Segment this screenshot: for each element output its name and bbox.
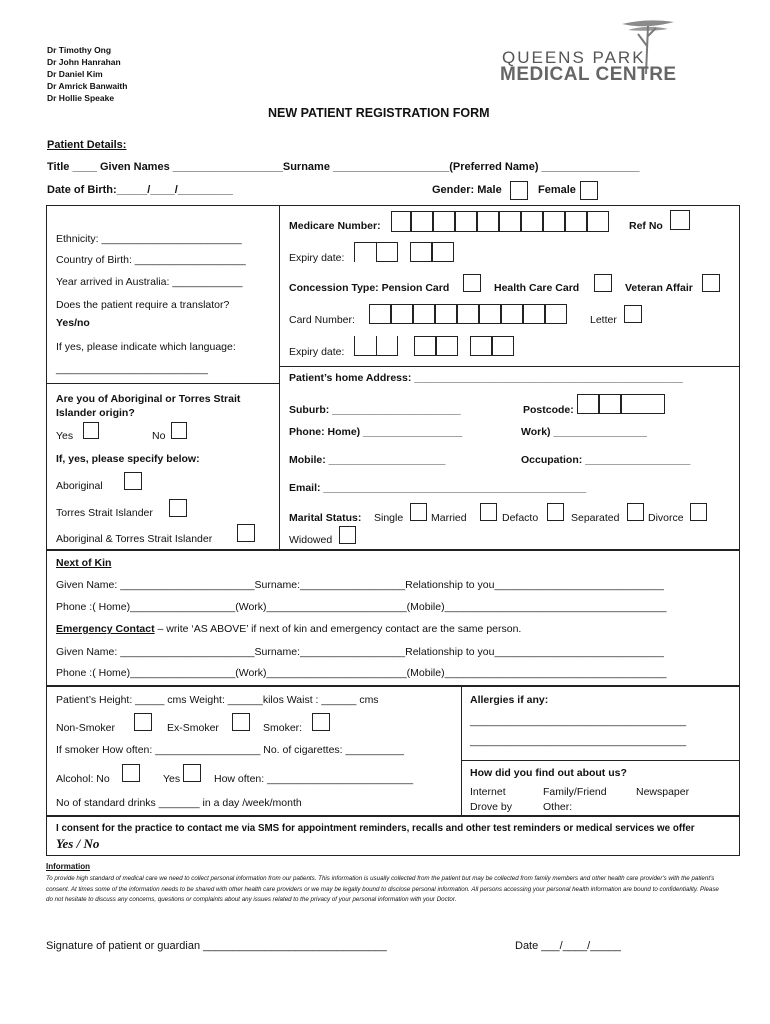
alcohol-yes-checkbox[interactable] bbox=[183, 764, 201, 782]
translator-question: Does the patient require a translator? bbox=[56, 299, 230, 311]
single-checkbox[interactable] bbox=[410, 503, 427, 521]
alcohol-no-label: Alcohol: No bbox=[56, 773, 110, 785]
doctor-name: Dr Daniel Kim bbox=[47, 69, 103, 79]
non-smoker-checkbox[interactable] bbox=[134, 713, 152, 731]
consent-text: I consent for the practice to contact me via SMS for appointment reminders, recalls and other test reminders or medical services we offer bbox=[56, 823, 695, 834]
information-heading: Information bbox=[46, 862, 90, 871]
ethnicity-field[interactable]: Ethnicity: ________________________ bbox=[56, 233, 242, 245]
nok-given-row[interactable]: Given Name: _______________________Surname:__________________Relationship to you_____________________________ bbox=[56, 579, 664, 591]
allergy-divider bbox=[461, 760, 740, 761]
doctor-name: Dr Timothy Ong bbox=[47, 45, 112, 55]
doctor-name: Dr Hollie Speake bbox=[47, 93, 115, 103]
suburb-field[interactable]: Suburb: ______________________ bbox=[289, 404, 461, 416]
emergency-note: – write ‘AS ABOVE’ if next of kin and emergency contact are the same person. bbox=[154, 623, 522, 635]
gender-label: Gender: Male bbox=[432, 184, 502, 196]
language-field[interactable]: __________________________ bbox=[56, 363, 208, 375]
consent-box bbox=[46, 816, 740, 856]
health-care-label: Health Care Card bbox=[494, 282, 580, 294]
form-title: NEW PATIENT REGISTRATION FORM bbox=[268, 106, 490, 120]
specify-label: If, yes, please specify below: bbox=[56, 453, 200, 465]
logo-line2: MEDICAL CENTRE bbox=[500, 64, 677, 85]
expiry2-label: Expiry date: bbox=[289, 346, 345, 358]
single-label: Single bbox=[374, 512, 404, 524]
emergency-contact-row bbox=[56, 623, 521, 635]
letter-box[interactable] bbox=[624, 305, 642, 323]
height-weight-row[interactable]: Patient’s Height: _____ cms Weight: ______kilos Waist : ______ cms bbox=[56, 694, 379, 706]
health-divider bbox=[461, 686, 462, 816]
newspaper-option[interactable]: Newspaper bbox=[636, 786, 690, 798]
logo-line1: QUEENS PARK bbox=[502, 48, 646, 67]
email-field[interactable]: Email: _____________________________________________ bbox=[289, 482, 587, 494]
concession-label: Concession Type: Pension Card bbox=[289, 282, 450, 294]
smoker-checkbox[interactable] bbox=[312, 713, 330, 731]
consent-yes-no[interactable]: Yes / No bbox=[56, 836, 100, 851]
gender-female-label: Female bbox=[538, 184, 576, 196]
gender-female-checkbox[interactable] bbox=[580, 181, 598, 200]
opt-aboriginal-label: Aboriginal bbox=[56, 480, 103, 492]
alcohol-no-checkbox[interactable] bbox=[122, 764, 140, 782]
ref-no-box[interactable] bbox=[670, 210, 690, 230]
work-phone-field[interactable]: Work) ________________ bbox=[521, 426, 647, 438]
married-label: Married bbox=[431, 512, 467, 524]
marital-status-label: Marital Status: bbox=[289, 512, 362, 524]
allergies-line-2[interactable]: _____________________________________ bbox=[470, 735, 687, 747]
signature-field[interactable]: Signature of patient or guardian ______________________________ bbox=[46, 940, 387, 952]
opt-torres-label: Torres Strait Islander bbox=[56, 507, 153, 519]
ref-no-label: Ref No bbox=[629, 220, 663, 232]
next-of-kin-heading: Next of Kin bbox=[56, 557, 112, 569]
doctor-name: Dr Amrick Banwaith bbox=[47, 81, 128, 91]
information-body: To provide high standard of medical care we need to collect personal information from our patients. This information is usually collected from the patient but may be collected from family members and other health care provider's with the patient's consent. At times some of the information needs to be shared with other health care providers or we may be legally bound to disclose personal information. All persons accessing your personal health information are bound to confidentiality. Please do not hesitate to discuss any concerns, questions or complaints about any issues related to the privacy of your personal information with your Doctor. bbox=[46, 875, 719, 903]
card-number-label: Card Number: bbox=[289, 314, 355, 326]
opt-both-checkbox[interactable] bbox=[237, 524, 255, 542]
date-field[interactable]: Date ___/____/_____ bbox=[515, 940, 621, 952]
smoker-label: Smoker: bbox=[263, 722, 303, 734]
nok-phone-row[interactable]: Phone :( Home)__________________(Work)________________________(Mobile)______________________________________ bbox=[56, 601, 667, 613]
allergies-line-1[interactable]: _____________________________________ bbox=[470, 715, 687, 727]
aboriginal-question-2: Islander origin? bbox=[56, 407, 135, 419]
pension-card-checkbox[interactable] bbox=[463, 274, 481, 292]
mobile-field[interactable]: Mobile: ____________________ bbox=[289, 454, 446, 466]
divorce-label: Divorce bbox=[648, 512, 684, 524]
widowed-label: Widowed bbox=[289, 534, 333, 546]
veteran-checkbox[interactable] bbox=[702, 274, 720, 292]
emergency-phone-row[interactable]: Phone :( Home)__________________(Work)________________________(Mobile)______________________________________ bbox=[56, 667, 667, 679]
other-option[interactable]: Other: bbox=[543, 801, 573, 813]
home-phone-field[interactable]: Phone: Home) _________________ bbox=[289, 426, 463, 438]
home-address-field[interactable]: Patient’s home Address: ______________________________________________ bbox=[289, 372, 683, 384]
alcohol-yes-label: Yes bbox=[163, 773, 181, 785]
letter-label: Letter bbox=[590, 314, 617, 326]
occupation-field[interactable]: Occupation: __________________ bbox=[521, 454, 691, 466]
aboriginal-divider bbox=[46, 383, 279, 384]
language-question: If yes, please indicate which language: bbox=[56, 341, 236, 353]
family-option[interactable]: Family/Friend bbox=[543, 786, 607, 798]
smoke-frequency-row[interactable]: If smoker How often: __________________ No. of cigarettes: __________ bbox=[56, 744, 404, 756]
opt-aboriginal-checkbox[interactable] bbox=[124, 472, 142, 490]
aboriginal-yes-checkbox[interactable] bbox=[83, 422, 99, 439]
doctor-list bbox=[47, 44, 127, 104]
married-checkbox[interactable] bbox=[480, 503, 497, 521]
medicare-divider bbox=[279, 366, 740, 367]
health-care-checkbox[interactable] bbox=[594, 274, 612, 292]
medicare-label: Medicare Number: bbox=[289, 220, 381, 232]
year-arrived-field[interactable]: Year arrived in Australia: ____________ bbox=[56, 276, 243, 288]
title-name-row[interactable]: Title ____ Given Names __________________Surname ___________________(Preferred Name) ________________ bbox=[47, 161, 640, 173]
veteran-label: Veteran Affair bbox=[625, 282, 693, 294]
drove-by-option[interactable]: Drove by bbox=[470, 801, 513, 813]
non-smoker-label: Non-Smoker bbox=[56, 722, 115, 734]
aboriginal-no-checkbox[interactable] bbox=[171, 422, 187, 439]
opt-both-label: Aboriginal & Torres Strait Islander bbox=[56, 533, 213, 545]
emergency-given-row[interactable]: Given Name: _______________________Surname:__________________Relationship to you_____________________________ bbox=[56, 646, 664, 658]
aboriginal-question: Are you of Aboriginal or Torres Strait bbox=[56, 393, 241, 405]
aboriginal-no-label: No bbox=[152, 430, 166, 442]
expiry1-label: Expiry date: bbox=[289, 252, 345, 264]
separated-checkbox[interactable] bbox=[627, 503, 644, 521]
ex-smoker-checkbox[interactable] bbox=[232, 713, 250, 731]
patient-details-heading: Patient Details: bbox=[47, 139, 127, 151]
ex-smoker-label: Ex-Smoker bbox=[167, 722, 219, 734]
widowed-checkbox[interactable] bbox=[339, 526, 356, 544]
find-out-label: How did you find out about us? bbox=[470, 767, 627, 779]
opt-torres-checkbox[interactable] bbox=[169, 499, 187, 517]
next-of-kin-box bbox=[46, 550, 740, 686]
gender-male-checkbox[interactable] bbox=[510, 181, 528, 200]
postcode-label: Postcode: bbox=[523, 404, 574, 416]
divorce-checkbox[interactable] bbox=[690, 503, 707, 521]
internet-option[interactable]: Internet bbox=[470, 786, 506, 798]
details-divider bbox=[279, 205, 280, 550]
defacto-checkbox[interactable] bbox=[547, 503, 564, 521]
alcohol-frequency-field[interactable]: How often: _________________________ bbox=[214, 773, 414, 785]
translator-yes-no[interactable]: Yes/no bbox=[56, 317, 90, 329]
country-field[interactable]: Country of Birth: ___________________ bbox=[56, 254, 246, 266]
doctor-name: Dr John Hanrahan bbox=[47, 57, 121, 67]
emergency-heading: Emergency Contact bbox=[56, 623, 155, 635]
separated-label: Separated bbox=[571, 512, 620, 524]
allergies-label: Allergies if any: bbox=[470, 694, 549, 706]
standard-drinks-field[interactable]: No of standard drinks _______ in a day /week/month bbox=[56, 797, 302, 809]
aboriginal-yes-label: Yes bbox=[56, 430, 74, 442]
clinic-logo bbox=[500, 16, 690, 86]
dob-field[interactable]: Date of Birth:_____/____/_________ bbox=[47, 184, 233, 196]
defacto-label: Defacto bbox=[502, 512, 539, 524]
